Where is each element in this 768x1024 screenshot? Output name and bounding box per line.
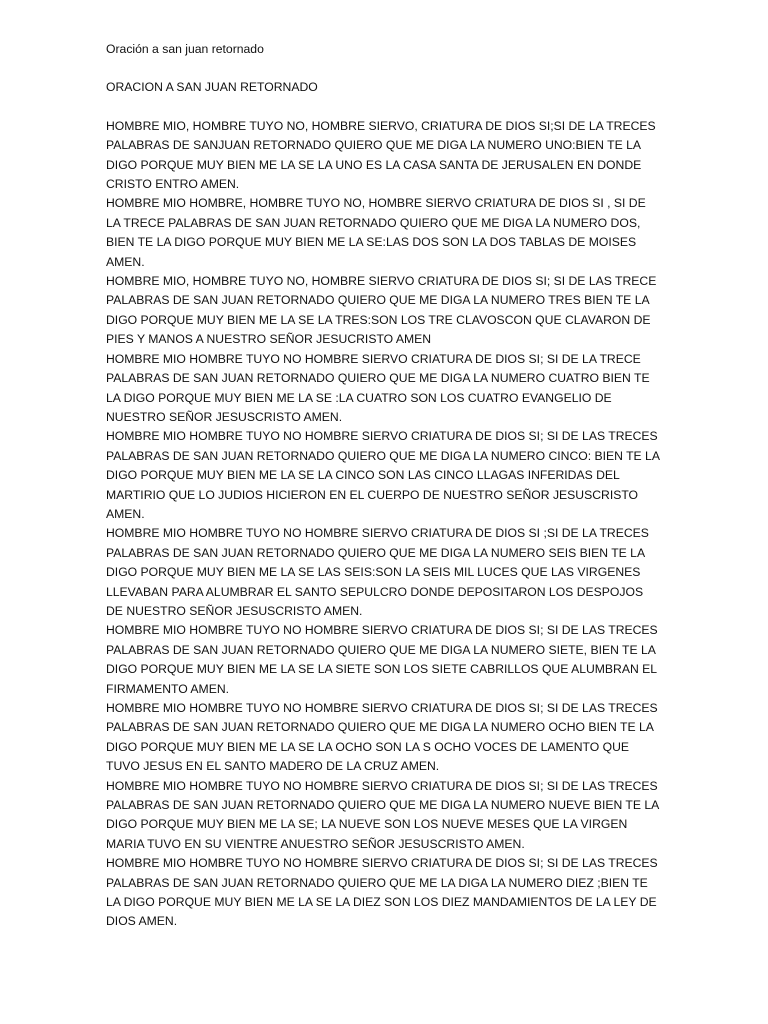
paragraph-5: HOMBRE MIO HOMBRE TUYO NO HOMBRE SIERVO CRIATURA DE DIOS SI; SI DE LAS TRECES PALABRAS DE SAN JUAN RETORNADO QUIERO QUE ME DIGA LA NUMERO CINCO: BIEN TE LA DIGO PORQUE MUY BIEN ME LA SE LA CINCO SON LAS CINCO LLAGAS INFERIDAS DEL MARTIRIO QUE LO JUDIOS HICIERON EN EL CUERPO DE NUESTRO SEÑOR JESUSCRISTO AMEN.	[106, 429, 660, 521]
paragraph-7: HOMBRE MIO HOMBRE TUYO NO HOMBRE SIERVO CRIATURA DE DIOS SI; SI DE LAS TRECES PALABRAS DE SAN JUAN RETORNADO QUIERO QUE ME DIGA LA NUMERO SIETE, BIEN TE LA DIGO PORQUE MUY BIEN ME LA SE LA SIETE SON LOS SIETE CABRILLOS QUE ALUMBRAN EL FIRMAMENTO AMEN.	[106, 623, 658, 696]
paragraph-2: HOMBRE MIO HOMBRE, HOMBRE TUYO NO, HOMBRE SIERVO CRIATURA DE DIOS SI , SI DE LA TRECE PALABRAS DE SAN JUAN RETORNADO QUIERO QUE ME DIGA LA NUMERO DOS, BIEN TE LA DIGO PORQUE MUY BIEN ME LA SE:LAS DOS SON LA DOS TABLAS DE MOISES AMEN.	[106, 196, 646, 269]
paragraph-1: HOMBRE MIO, HOMBRE TUYO NO, HOMBRE SIERVO, CRIATURA DE DIOS SI;SI DE LA TRECES PALABRAS DE SANJUAN RETORNADO QUIERO QUE ME DIGA LA NUMERO UNO:BIEN TE LA DIGO PORQUE MUY BIEN ME LA SE LA UNO ES LA CASA SANTA DE JERUSALEN EN DONDE CRISTO ENTRO AMEN.	[106, 118, 656, 192]
paragraph-8: HOMBRE MIO HOMBRE TUYO NO HOMBRE SIERVO CRIATURA DE DIOS SI; SI DE LAS TRECES PALABRAS DE SAN JUAN RETORNADO QUIERO QUE ME DIGA LA NUMERO OCHO BIEN TE LA DIGO PORQUE MUY BIEN ME LA SE LA OCHO SON LA S OCHO VOCES DE LAMENTO QUE TUVO JESUS EN EL SANTO MADERO DE LA CRUZ AMEN.	[106, 701, 658, 774]
document-title: Oración a san juan retornado	[106, 42, 264, 56]
paragraph-6: HOMBRE MIO HOMBRE TUYO NO HOMBRE SIERVO CRIATURA DE DIOS SI ;SI DE LA TRECES PALABRAS DE SAN JUAN RETORNADO QUIERO QUE ME DIGA LA NUMERO SEIS BIEN TE LA DIGO PORQUE MUY BIEN ME LA SE LAS SEIS:SON LA SEIS MIL LUCES QUE LAS VIRGENES LLEVABAN PARA ALUMBRAR EL SANTO SEPULCRO DONDE DEPOSITARON LOS DESPOJOS DE NUESTRO SEÑOR JESUSCRISTO AMEN.	[106, 526, 649, 618]
document-page	[106, 40, 662, 932]
paragraph-9: HOMBRE MIO HOMBRE TUYO NO HOMBRE SIERVO CRIATURA DE DIOS SI; SI DE LAS TRECES PALABRAS DE SAN JUAN RETORNADO QUIERO QUE ME DIGA LA NUMERO NUEVE BIEN TE LA DIGO PORQUE MUY BIEN ME LA SE; LA NUEVE SON LOS NUEVE MESES QUE LA VIRGEN MARIA TUVO EN SU VIENTRE ANUESTRO SEÑOR JESUSCRISTO AMEN.	[106, 778, 659, 851]
document-heading: ORACION A SAN JUAN RETORNADO	[106, 80, 318, 95]
document-body	[106, 117, 662, 932]
paragraph-10: HOMBRE MIO HOMBRE TUYO NO HOMBRE SIERVO CRIATURA DE DIOS SI; SI DE LAS TRECES PALABRAS DE SAN JUAN RETORNADO QUIERO QUE ME LA DIGA LA NUMERO DIEZ ;BIEN TE LA DIGO PORQUE MUY BIEN ME LA SE LA DIEZ SON LOS DIEZ MANDAMIENTOS DE LA LEY DE DIOS AMEN.	[106, 856, 658, 929]
paragraph-3: HOMBRE MIO, HOMBRE TUYO NO, HOMBRE SIERVO CRIATURA DE DIOS SI; SI DE LAS TRECE PALABRAS DE SAN JUAN RETORNADO QUIERO QUE ME DIGA LA NUMERO TRES BIEN TE LA DIGO PORQUE MUY BIEN ME LA SE LA TRES:SON LOS TRE CLAVOSCON QUE CLAVARON DE PIES Y MANOS A NUESTRO SEÑOR JESUCRISTO AMEN	[106, 274, 657, 347]
paragraph-4: HOMBRE MIO HOMBRE TUYO NO HOMBRE SIERVO CRIATURA DE DIOS SI; SI DE LA TRECE PALABRAS DE SAN JUAN RETORNADO QUIERO QUE ME DIGA LA NUMERO CUATRO BIEN TE LA DIGO PORQUE MUY BIEN ME LA SE :LA CUATRO SON LOS CUATRO EVANGELIO DE NUESTRO SEÑOR JESUSCRISTO AMEN.	[106, 351, 650, 424]
